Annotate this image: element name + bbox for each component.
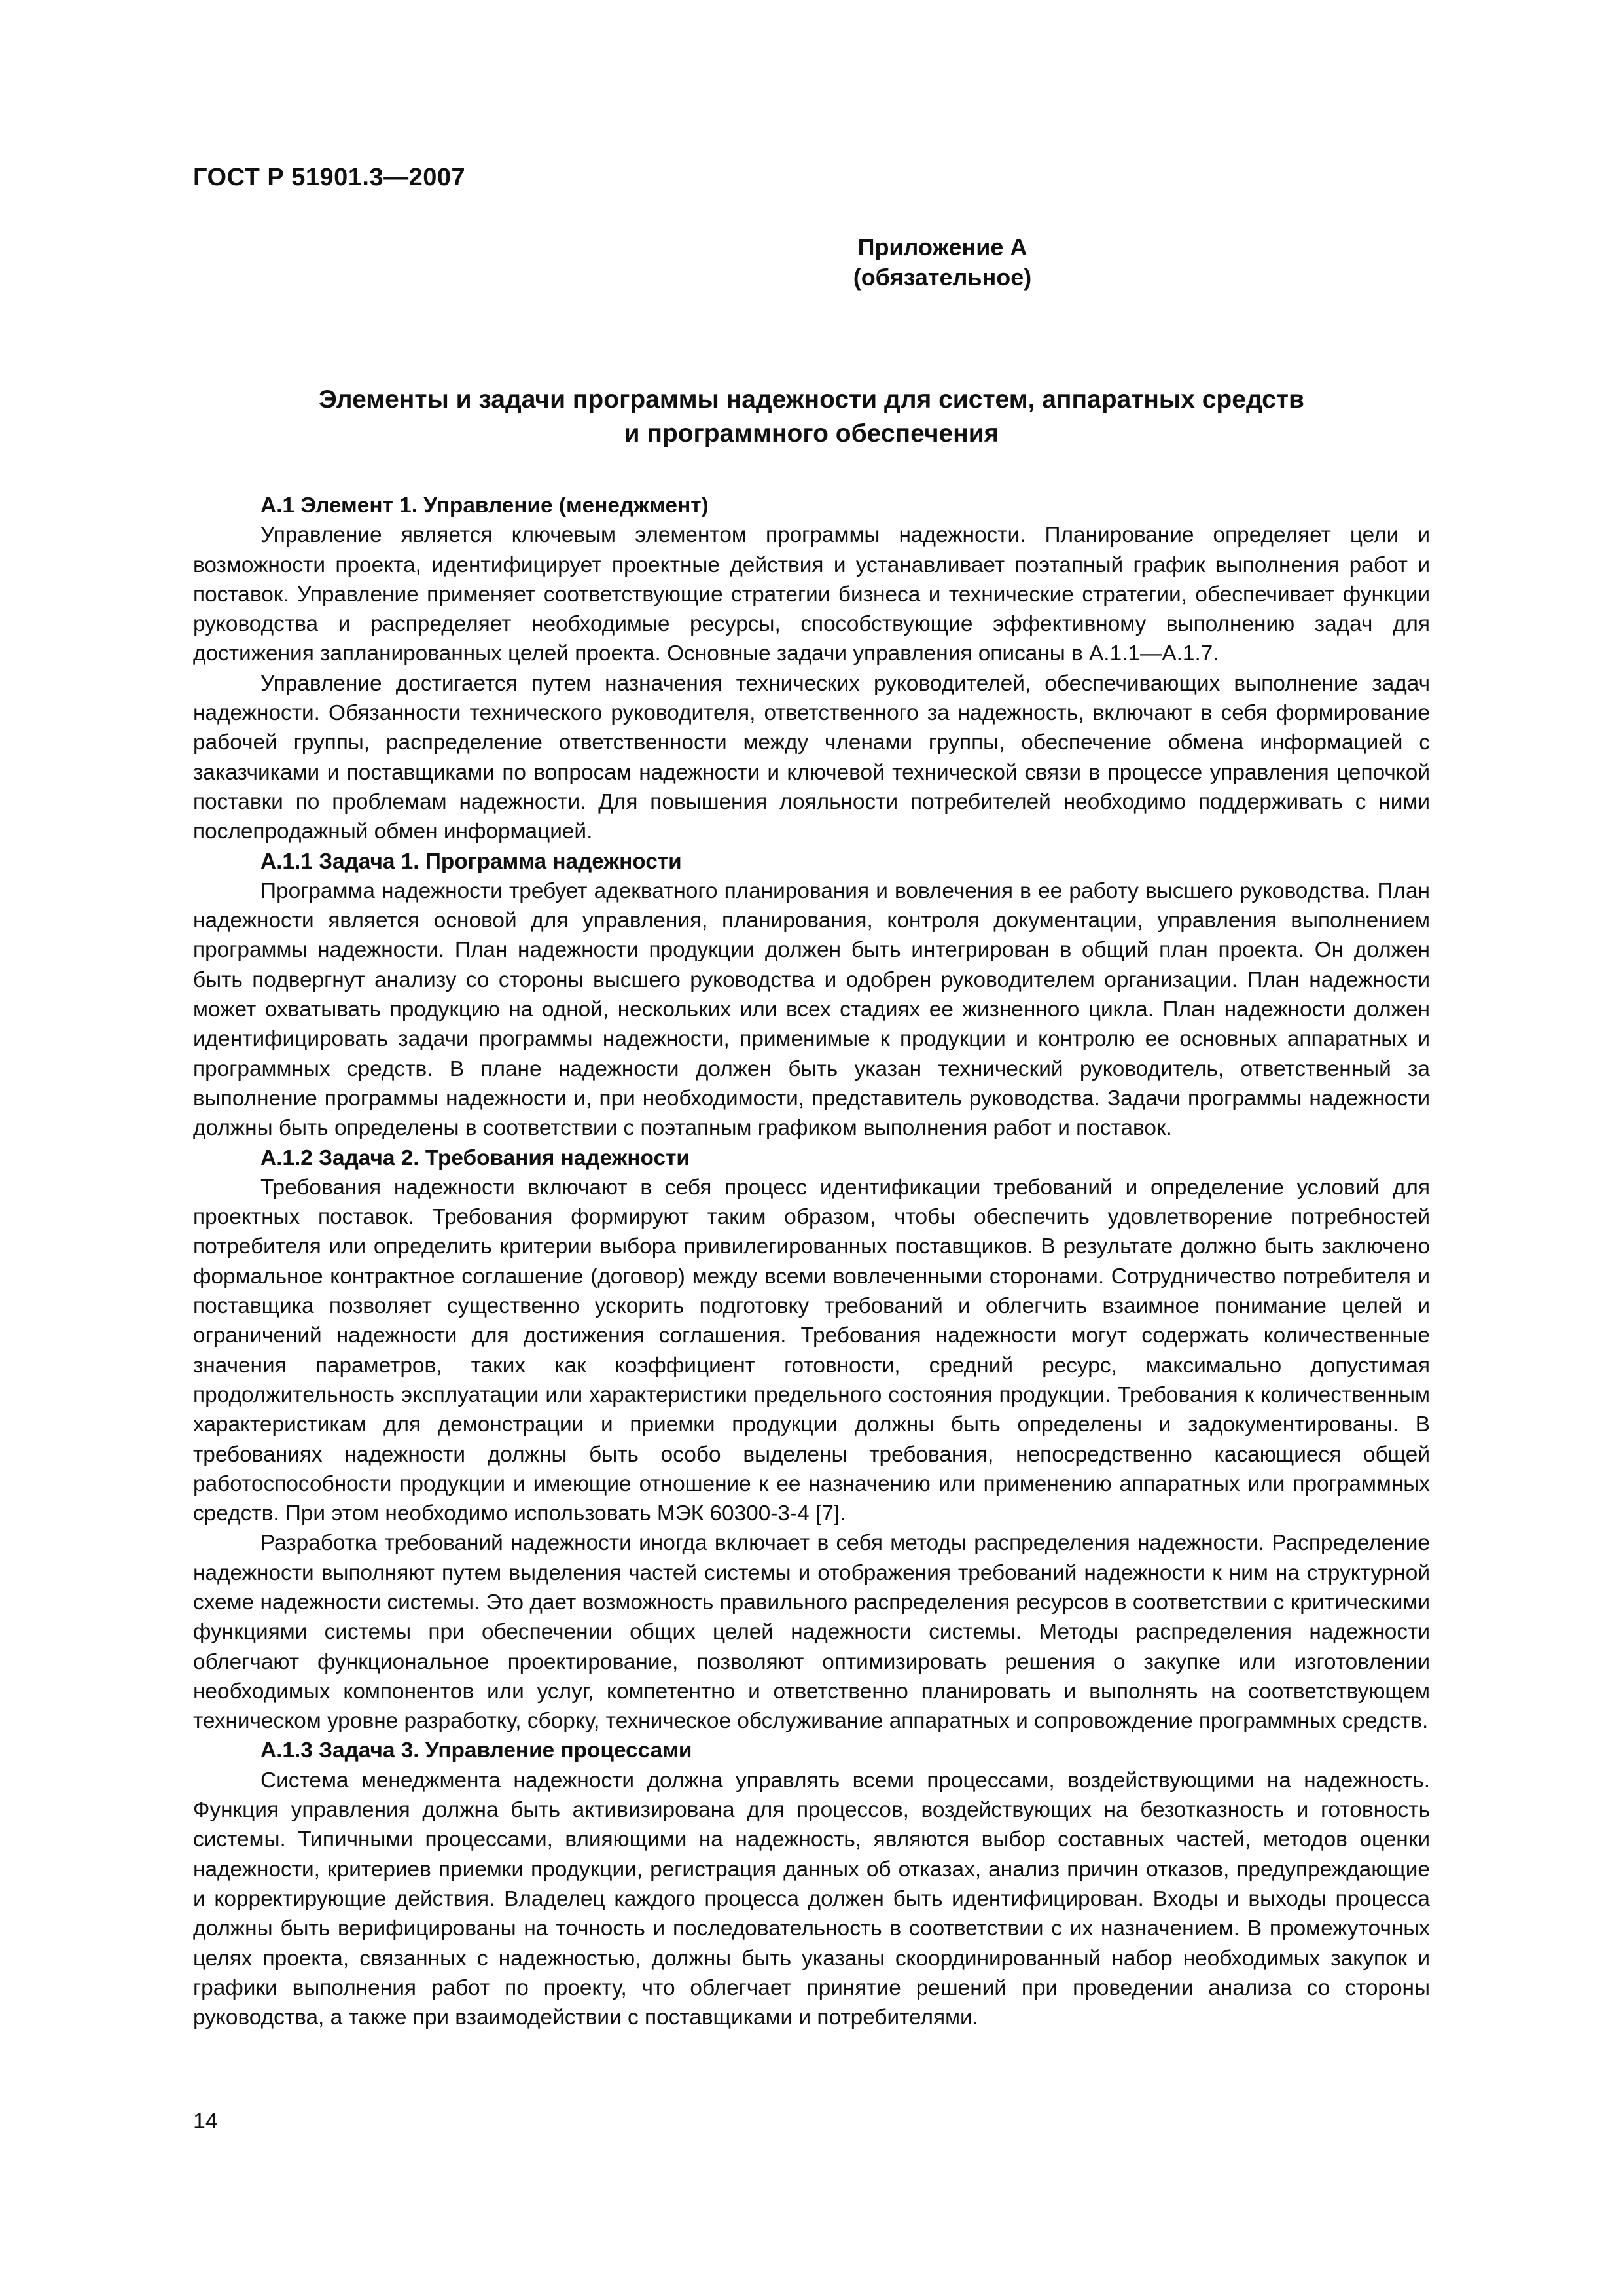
annex-title-line-1: Элементы и задачи программы надежности для систем, аппаратных средств	[319, 386, 1304, 414]
section-heading-a1-2: А.1.2 Задача 2. Требования надежности	[260, 1145, 690, 1170]
paragraph: Требования надежности включают в себя процесс идентификации требований и определение условий для проектных поставок. Требования формируют таким образом, чтобы обеспечить удовлетворение потребностей потребителя или определить критерии выбора привилегированных поставщиков. В результате должно быть заключено формальное контрактное соглашение (договор) между всеми вовлеченными сторонами. Сотрудничество потребителя и поставщика позволяет существенно ускорить подготовку требований и облегчить взаимное понимание целей и ограничений надежности для достижения соглашения. Требования надежности могут содержать количественные значения параметров, таких как коэффициент готовности, средний ресурс, максимально допустимая продолжительность эксплуатации или характеристики предельного состояния продукции. Требования к количественным характеристикам для демонстрации и приемки продукции должны быть определены и задокументированы. В требованиях надежности должны быть особо выделены требования, непосредственно касающиеся общей работоспособности продукции и имеющие отношение к ее назначению или применению аппаратных или программных средств. При этом необходимо использовать МЭК 60300-3-4 [7].	[193, 1175, 1430, 1526]
paragraph: Программа надежности требует адекватного планирования и вовлечения в ее работу высшего руководства. План надежности является основой для управления, планирования, контроля документации, управления выполнением программы надежности. План надежности продукции должен быть интегрирован в общий план проекта. Он должен быть подвергнут анализу со стороны высшего руководства и одобрен руководителем организации. План надежности может охватывать продукцию на одной, нескольких или всех стадиях ее жизненного цикла. План надежности должен идентифицировать задачи программы надежности, применимые к продукции и контролю ее основных аппаратных и программных средств. В плане надежности должен быть указан технический руководитель, ответственный за выполнение программы надежности и, при необходимости, представитель руководства. Задачи программы надежности должны быть определены в соответствии с поэтапным графиком выполнения работ и поставок.	[193, 878, 1430, 1141]
section-heading-a1-1: А.1.1 Задача 1. Программа надежности	[260, 849, 682, 874]
paragraph: Управление достигается путем назначения технических руководителей, обеспечивающих выполнение задач надежности. Обязанности технического руководителя, ответственного за надежность, включают в себя формирование рабочей группы, распределение ответственности между членами группы, обеспечение обмена информацией с заказчиками и поставщиками по вопросам надежности и ключевой технической связи в процессе управления цепочкой поставки по проблемам надежности. Для повышения лояльности потребителей необходимо поддерживать с ними послепродажный обмен информацией.	[193, 671, 1430, 844]
section-heading-a1: А.1 Элемент 1. Управление (менеджмент)	[260, 493, 709, 518]
paragraph: Система менеджмента надежности должна управлять всеми процессами, воздействующими на надежность. Функция управления должна быть активизирована для процессов, воздействующих на безотказность и готовность системы. Типичными процессами, влияющими на надежность, являются выбор составных частей, методов оценки надежности, критериев приемки продукции, регистрация данных об отказах, анализ причин отказов, предупреждающие и корректирующие действия. Владелец каждого процесса должен быть идентифицирован. Входы и выходы процесса должны быть верифицированы на точность и последовательность в соответствии с их назначением. В промежуточных целях проекта, связанных с надежностью, должны быть указаны скоординированный набор необходимых закупок и графики выполнения работ по проекту, что облегчает принятие решений при проведении анализа со стороны руководства, а также при взаимодействии с поставщиками и потребителями.	[193, 1768, 1430, 2030]
page-number: 14	[193, 2109, 218, 2134]
document-body	[193, 491, 1430, 2032]
section-heading-a1-3: А.1.3 Задача 3. Управление процессами	[260, 1738, 692, 1763]
paragraph: Разработка требований надежности иногда включает в себя методы распределения надежности. Распределение надежности выполняют путем выделения частей системы и отображения требований надежности к ним на структурной схеме надежности системы. Это дает возможность правильного распределения ресурсов в соответствии с критическими функциями системы при обеспечении общих целей надежности системы. Методы распределения надежности облегчают функциональное проектирование, позволяют оптимизировать решения о закупке или изготовлении необходимых компонентов или услуг, компетентно и ответственно планировать и выполнять на соответствующем техническом уровне разработку, сборку, техническое обслуживание аппаратных и сопровождение программных средств.	[193, 1531, 1430, 1734]
annex-title	[249, 383, 1374, 451]
annex-status: (обязательное)	[853, 264, 1032, 291]
paragraph: Управление является ключевым элементом программы надежности. Планирование определяет цели и возможности проекта, идентифицирует проектные действия и устанавливает поэтапный график выполнения работ и поставок. Управление применяет соответствующие стратегии бизнеса и технические стратегии, обеспечивает функции руководства и распределяет необходимые ресурсы, способствующие эффективному выполнению задач для достижения запланированных целей проекта. Основные задачи управления описаны в А.1.1—А.1.7.	[193, 523, 1430, 666]
standard-code: ГОСТ Р 51901.3—2007	[193, 164, 466, 191]
annex-label: Приложение А	[857, 234, 1027, 260]
annex-heading	[654, 232, 1230, 293]
annex-title-line-2: и программного обеспечения	[624, 420, 999, 448]
